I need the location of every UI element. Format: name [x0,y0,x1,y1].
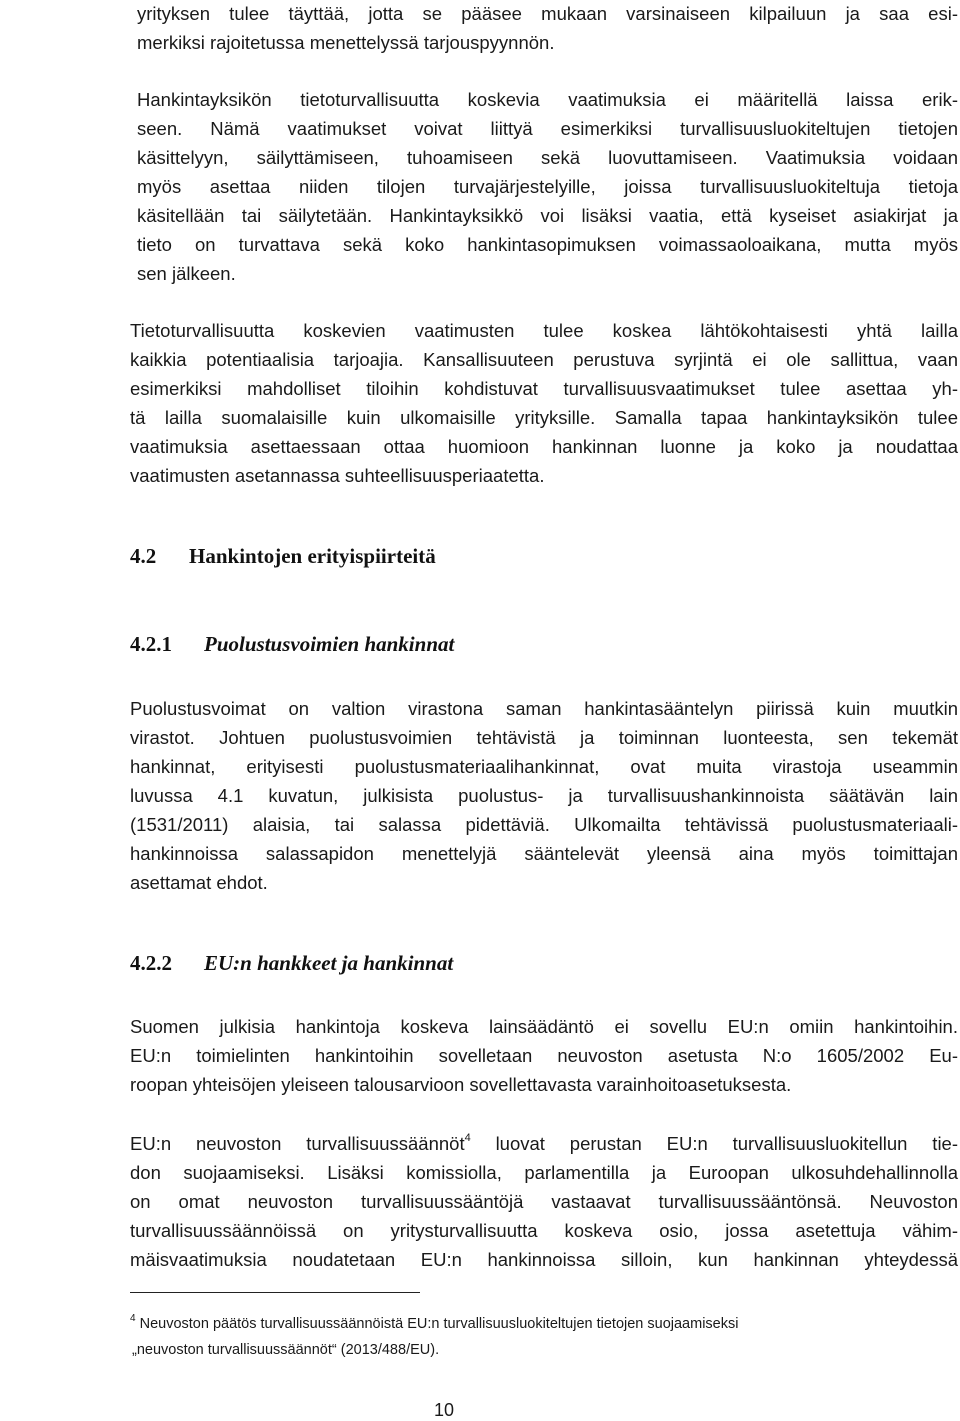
text-line: vaatimusten asetannassa suhteellisuusperiaatetta. [130,465,545,486]
text-line: mäisvaatimuksia noudatetaan EU:n hankinnoissa silloin, kun hankinnan yhteydessä [130,1249,958,1270]
text-line: luvussa 4.1 kuvatun, julkisista puolustus- ja turvallisuushankinnoista säätävän lain [130,785,958,806]
text-line: käsittelyyn, säilyttämiseen, tuhoamiseen sekä luovuttamiseen. Vaatimuksia voidaan [137,147,958,168]
section-number: 4.2.2 [130,951,172,975]
text-line: käsitellään tai säilytetään. Hankintayksikkö voi lisäksi vaatia, että kyseiset asiakirjat ja [137,205,958,226]
text-line: Puolustusvoimat on valtion virastona saman hankintasääntelyn piirissä kuin muutkin [130,698,958,719]
section-heading-4-2-1 [130,632,454,657]
text-line: kaikkia potentiaalisia tarjoajia. Kansallisuuteen perustuva syrjintä ei ole sallittua, vaan [130,349,958,370]
text-line: vaatimuksia asettaessaan ottaa huomioon hankinnan luonne ja koko ja noudattaa [130,436,958,457]
text-line: seen. Nämä vaatimukset voivat liittyä esimerkiksi turvallisuusluokiteltujen tietojen [137,118,958,139]
paragraph-council-security-rules [130,1129,958,1274]
text-line: roopan yhteisöjen yleiseen talousarvioon sovellettavasta varainhoitoasetuksesta. [130,1074,792,1095]
text-line: Hankintayksikön tietoturvallisuutta koskevia vaatimuksia ei määritellä laissa erik- [137,89,958,110]
text-line: Tietoturvallisuutta koskevien vaatimusten tulee koskea lähtökohtaisesti yhtä lailla [130,320,958,341]
footnote-reference[interactable]: 4 [464,1132,471,1144]
footnote-marker: 4 [130,1313,136,1324]
section-title: Hankintojen erityispiirteitä [189,544,436,568]
section-title: EU:n hankkeet ja hankinnat [204,951,454,975]
text-line: on omat neuvoston turvallisuussääntöjä vastaavat turvallisuussääntönsä. Neuvoston [130,1191,958,1212]
text-line: merkiksi rajoitetussa menettelyssä tarjouspyynnön. [137,32,555,53]
text-line: esimerkiksi mahdolliset tiloihin kohdistuvat turvallisuusvaatimukset tulee asettaa yh- [130,378,958,399]
text-line: hankinnat, erityisesti puolustusmateriaalihankinnat, ovat muita virastoja useammin [130,756,958,777]
text-line: sen jälkeen. [137,263,236,284]
text-line: EU:n toimielinten hankintoihin sovelletaan neuvoston asetusta N:o 1605/2002 Eu- [130,1045,958,1066]
section-title: Puolustusvoimien hankinnat [204,632,455,656]
text-line: myös asettaa niiden tilojen turvajärjestelyille, joissa turvallisuusluokiteltuja tietoja [137,176,958,197]
footnote-separator [130,1292,420,1293]
text-fragment: luovat perustan EU:n turvallisuusluokitellun tie- [470,1133,959,1154]
text-line: (1531/2011) alaisia, tai salassa pidettäviä. Ulkomailta tehtävissä puolustusmateriaali- [130,814,958,835]
footnote-text: Neuvoston päätös turvallisuussäännöistä EU:n turvallisuusluokiteltujen tietojen suojaamiseksi [135,1316,739,1332]
footnote-line: „neuvoston turvallisuussäännöt“ (2013/488/EU). [132,1342,440,1358]
text-line: hankinnoissa salassapidon menettelyjä sääntelevät yleensä aina myös toimittajan [130,843,958,864]
text-line: turvallisuussäännöissä on yritysturvallisuutta koskeva osio, jossa asetettuja vähim- [130,1220,958,1241]
text-line: virastot. Johtuen puolustusvoimien tehtävistä ja toiminnan luonteesta, sen tekemät [130,727,958,748]
paragraph-defence-procurement [130,694,958,897]
section-heading-4-2-2 [130,951,453,976]
text-fragment: EU:n neuvoston turvallisuussäännöt [130,1133,465,1154]
text-line [130,1129,958,1158]
text-line: yrityksen tulee täyttää, jotta se pääsee mukaan varsinaiseen kilpailuun ja saa esi- [137,3,958,24]
text-line: Suomen julkisia hankintoja koskeva lainsäädäntö ei sovellu EU:n omiin hankintoihin. [130,1016,958,1037]
paragraph-intro [137,0,958,57]
footnote [130,1306,738,1363]
text-line: tä lailla suomalaisille kuin ulkomaisille yrityksille. Samalla tapaa hankintayksikön tulee [130,407,958,428]
section-heading-4-2 [130,544,436,569]
paragraph-eu-procurement [130,1012,958,1099]
text-line: don suojaamiseksi. Lisäksi komissiolla, parlamentilla ja Euroopan ulkosuhdehallinnolla [130,1162,958,1183]
section-number: 4.2.1 [130,632,172,656]
paragraph-security-requirements [137,85,958,288]
page-number: 10 [433,1400,455,1420]
text-line: tieto on turvattava sekä koko hankintasopimuksen voimassaoloaikana, mutta myös [137,234,958,255]
footnote-line [130,1313,739,1332]
section-number: 4.2 [130,544,157,568]
paragraph-equal-treatment [130,316,958,490]
text-line: asettamat ehdot. [130,872,268,893]
